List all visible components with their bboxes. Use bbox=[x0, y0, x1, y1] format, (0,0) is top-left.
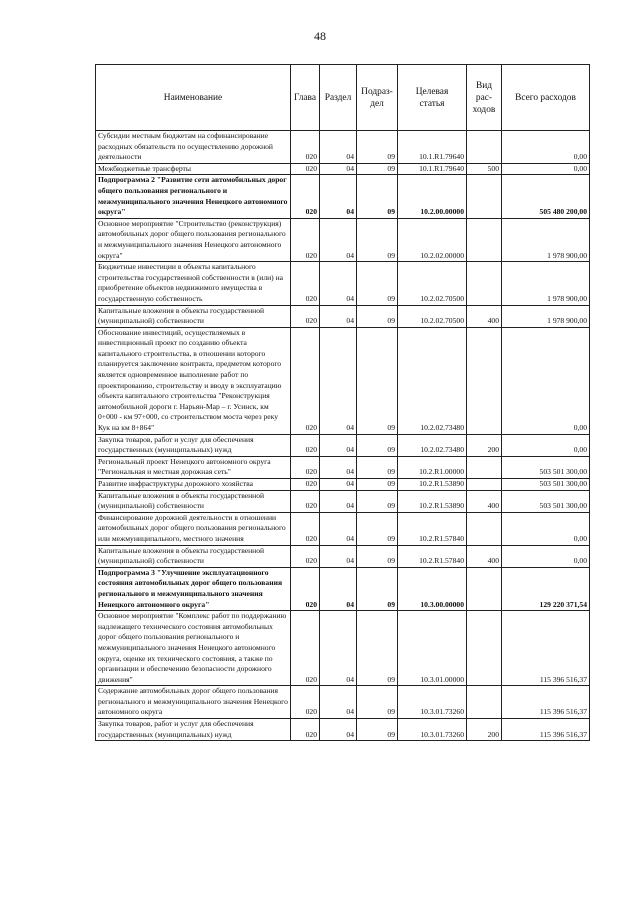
cell-total: 0,00 bbox=[502, 163, 590, 175]
cell-chapter: 020 bbox=[291, 567, 320, 610]
cell-section: 04 bbox=[320, 611, 357, 686]
cell-subsection: 09 bbox=[357, 434, 398, 456]
cell-total: 1 978 900,00 bbox=[502, 262, 590, 305]
cell-total: 0,00 bbox=[502, 327, 590, 434]
cell-section: 04 bbox=[320, 163, 357, 175]
cell-section: 04 bbox=[320, 456, 357, 478]
cell-chapter: 020 bbox=[291, 479, 320, 491]
cell-target: 10.1.R1.79640 bbox=[398, 131, 467, 164]
cell-subsection: 09 bbox=[357, 512, 398, 545]
table-row bbox=[96, 545, 590, 567]
cell-type: 200 bbox=[467, 434, 502, 456]
cell-name: Подпрограмма 2 "Развитие сети автомобильных дорог общего пользования регионального и межмуниципального значения Ненецкого автономного округа" bbox=[96, 175, 291, 218]
cell-type bbox=[467, 218, 502, 261]
cell-section: 04 bbox=[320, 512, 357, 545]
cell-section: 04 bbox=[320, 131, 357, 164]
cell-type bbox=[467, 686, 502, 719]
cell-chapter: 020 bbox=[291, 490, 320, 512]
cell-type bbox=[467, 327, 502, 434]
table-row bbox=[96, 512, 590, 545]
cell-chapter: 020 bbox=[291, 163, 320, 175]
cell-total: 115 396 516,37 bbox=[502, 611, 590, 686]
cell-name: Закупка товаров, работ и услуг для обеспечения государственных (муниципальных) нужд bbox=[96, 719, 291, 741]
table-row bbox=[96, 567, 590, 610]
cell-name: Основное мероприятие "Комплекс работ по поддержанию надлежащего технического состояния автомобильных дорог общего пользования регионального и межмуниципального значения Ненецкого автономного округа, оценке их технического состояния, а также по организации и обеспечению безопасности дорожного движения" bbox=[96, 611, 291, 686]
cell-chapter: 020 bbox=[291, 456, 320, 478]
cell-type bbox=[467, 175, 502, 218]
cell-section: 04 bbox=[320, 490, 357, 512]
cell-total: 0,00 bbox=[502, 545, 590, 567]
cell-subsection: 09 bbox=[357, 327, 398, 434]
header-name: Наименование bbox=[96, 65, 291, 131]
cell-type bbox=[467, 567, 502, 610]
cell-type bbox=[467, 512, 502, 545]
cell-subsection: 09 bbox=[357, 218, 398, 261]
cell-subsection: 09 bbox=[357, 490, 398, 512]
cell-chapter: 020 bbox=[291, 327, 320, 434]
cell-target: 10.2.R1.57840 bbox=[398, 545, 467, 567]
table-body bbox=[96, 131, 590, 741]
cell-name: Финансирование дорожной деятельности в отношении автомобильных дорог общего пользования регионального или межмуниципального, местного значения bbox=[96, 512, 291, 545]
cell-target: 10.3.01.73260 bbox=[398, 719, 467, 741]
cell-chapter: 020 bbox=[291, 686, 320, 719]
cell-chapter: 020 bbox=[291, 719, 320, 741]
cell-name: Содержание автомобильных дорог общего пользования регионального и межмуниципального значения Ненецкого автономного округа bbox=[96, 686, 291, 719]
table-row bbox=[96, 327, 590, 434]
cell-target: 10.1.R1.79640 bbox=[398, 163, 467, 175]
cell-name: Капитальные вложения в объекты государственной (муниципальной) собственности bbox=[96, 545, 291, 567]
cell-chapter: 020 bbox=[291, 434, 320, 456]
cell-type: 400 bbox=[467, 305, 502, 327]
cell-type bbox=[467, 611, 502, 686]
cell-total: 0,00 bbox=[502, 512, 590, 545]
cell-subsection: 09 bbox=[357, 456, 398, 478]
cell-section: 04 bbox=[320, 567, 357, 610]
header-section: Раздел bbox=[320, 65, 357, 131]
cell-section: 04 bbox=[320, 327, 357, 434]
header-chapter: Глава bbox=[291, 65, 320, 131]
cell-name: Межбюджетные трансферты bbox=[96, 163, 291, 175]
cell-target: 10.2.R1.53890 bbox=[398, 479, 467, 491]
cell-total: 0,00 bbox=[502, 434, 590, 456]
cell-total: 503 501 300,00 bbox=[502, 490, 590, 512]
cell-target: 10.2.R1.57840 bbox=[398, 512, 467, 545]
cell-type: 500 bbox=[467, 163, 502, 175]
cell-type: 400 bbox=[467, 490, 502, 512]
cell-chapter: 020 bbox=[291, 611, 320, 686]
cell-total: 115 396 516,37 bbox=[502, 686, 590, 719]
cell-section: 04 bbox=[320, 434, 357, 456]
cell-name: Закупка товаров, работ и услуг для обеспечения государственных (муниципальных) нужд bbox=[96, 434, 291, 456]
cell-subsection: 09 bbox=[357, 719, 398, 741]
cell-subsection: 09 bbox=[357, 131, 398, 164]
cell-type bbox=[467, 479, 502, 491]
table-row bbox=[96, 686, 590, 719]
cell-subsection: 09 bbox=[357, 163, 398, 175]
cell-section: 04 bbox=[320, 545, 357, 567]
cell-section: 04 bbox=[320, 218, 357, 261]
cell-target: 10.2.02.73480 bbox=[398, 434, 467, 456]
table-row bbox=[96, 456, 590, 478]
cell-target: 10.3.01.00000 bbox=[398, 611, 467, 686]
cell-subsection: 09 bbox=[357, 545, 398, 567]
cell-subsection: 09 bbox=[357, 262, 398, 305]
cell-total: 503 501 300,00 bbox=[502, 456, 590, 478]
header-subsection: Подраз- дел bbox=[357, 65, 398, 131]
cell-name: Региональный проект Ненецкого автономного округа "Региональная и местная дорожная сеть" bbox=[96, 456, 291, 478]
cell-chapter: 020 bbox=[291, 175, 320, 218]
cell-chapter: 020 bbox=[291, 512, 320, 545]
page-number: 48 bbox=[314, 29, 326, 43]
cell-subsection: 09 bbox=[357, 686, 398, 719]
budget-table bbox=[95, 64, 590, 741]
cell-type: 200 bbox=[467, 719, 502, 741]
table-row bbox=[96, 131, 590, 164]
cell-total: 129 220 371,54 bbox=[502, 567, 590, 610]
table-row bbox=[96, 434, 590, 456]
cell-name: Развитие инфраструктуры дорожного хозяйства bbox=[96, 479, 291, 491]
cell-chapter: 020 bbox=[291, 218, 320, 261]
cell-type: 400 bbox=[467, 545, 502, 567]
cell-target: 10.2.02.00000 bbox=[398, 218, 467, 261]
cell-target: 10.3.00.00000 bbox=[398, 567, 467, 610]
cell-target: 10.3.01.73260 bbox=[398, 686, 467, 719]
header-type: Вид рас- ходов bbox=[467, 65, 502, 131]
cell-section: 04 bbox=[320, 686, 357, 719]
table-row bbox=[96, 305, 590, 327]
cell-subsection: 09 bbox=[357, 567, 398, 610]
cell-chapter: 020 bbox=[291, 262, 320, 305]
cell-name: Подпрограмма 3 "Улучшение эксплуатационного состояния автомобильных дорог общего пользования регионального и межмуниципального значения Ненецкого автономного округа" bbox=[96, 567, 291, 610]
cell-name: Бюджетные инвестиции в объекты капитального строительства государственной собственности в (или) на приобретение объектов недвижимого имущества в государственную собственность bbox=[96, 262, 291, 305]
table-row bbox=[96, 218, 590, 261]
cell-subsection: 09 bbox=[357, 305, 398, 327]
cell-subsection: 09 bbox=[357, 175, 398, 218]
cell-target: 10.2.R1.53890 bbox=[398, 490, 467, 512]
cell-total: 505 480 200,00 bbox=[502, 175, 590, 218]
table-row bbox=[96, 175, 590, 218]
table-row bbox=[96, 490, 590, 512]
cell-target: 10.2.R1.00000 bbox=[398, 456, 467, 478]
cell-chapter: 020 bbox=[291, 545, 320, 567]
cell-name: Капитальные вложения в объекты государственной (муниципальной) собственности bbox=[96, 490, 291, 512]
cell-subsection: 09 bbox=[357, 479, 398, 491]
cell-section: 04 bbox=[320, 262, 357, 305]
cell-target: 10.2.00.00000 bbox=[398, 175, 467, 218]
cell-target: 10.2.02.70500 bbox=[398, 305, 467, 327]
table-row bbox=[96, 719, 590, 741]
cell-type bbox=[467, 262, 502, 305]
cell-name: Субсидии местным бюджетам на софинансирование расходных обязательств по осуществлению дорожной деятельности bbox=[96, 131, 291, 164]
table-header-row bbox=[96, 65, 590, 131]
cell-total: 115 396 516,37 bbox=[502, 719, 590, 741]
cell-chapter: 020 bbox=[291, 131, 320, 164]
cell-name: Обоснование инвестиций, осуществляемых в инвестиционный проект по созданию объекта капитального строительства, в отношении которого планируется заключение контракта, предметом которого является одновременное выполнение работ по проектированию, строительству и вводу в эксплуатацию объекта капитального строительства "Реконструкция автомобильной дороги г. Нарьян-Мар – г. Усинск, км 0+000 - км 97+000, со строительством моста через реку Кук на км 8+864" bbox=[96, 327, 291, 434]
table-row bbox=[96, 262, 590, 305]
table-row bbox=[96, 611, 590, 686]
cell-name: Основное мероприятие "Строительство (реконструкция) автомобильных дорог общего пользования регионального и межмуниципального значения Ненецкого автономного округа" bbox=[96, 218, 291, 261]
cell-target: 10.2.02.70500 bbox=[398, 262, 467, 305]
cell-section: 04 bbox=[320, 719, 357, 741]
cell-type bbox=[467, 131, 502, 164]
cell-section: 04 bbox=[320, 175, 357, 218]
cell-total: 1 978 900,00 bbox=[502, 305, 590, 327]
cell-type bbox=[467, 456, 502, 478]
cell-name: Капитальные вложения в объекты государственной (муниципальной) собственности bbox=[96, 305, 291, 327]
cell-total: 0,00 bbox=[502, 131, 590, 164]
cell-section: 04 bbox=[320, 479, 357, 491]
cell-total: 503 501 300,00 bbox=[502, 479, 590, 491]
table-row bbox=[96, 163, 590, 175]
cell-section: 04 bbox=[320, 305, 357, 327]
cell-total: 1 978 900,00 bbox=[502, 218, 590, 261]
header-target: Целевая статья bbox=[398, 65, 467, 131]
cell-target: 10.2.02.73480 bbox=[398, 327, 467, 434]
table-row bbox=[96, 479, 590, 491]
cell-chapter: 020 bbox=[291, 305, 320, 327]
cell-subsection: 09 bbox=[357, 611, 398, 686]
header-total: Всего расходов bbox=[502, 65, 590, 131]
